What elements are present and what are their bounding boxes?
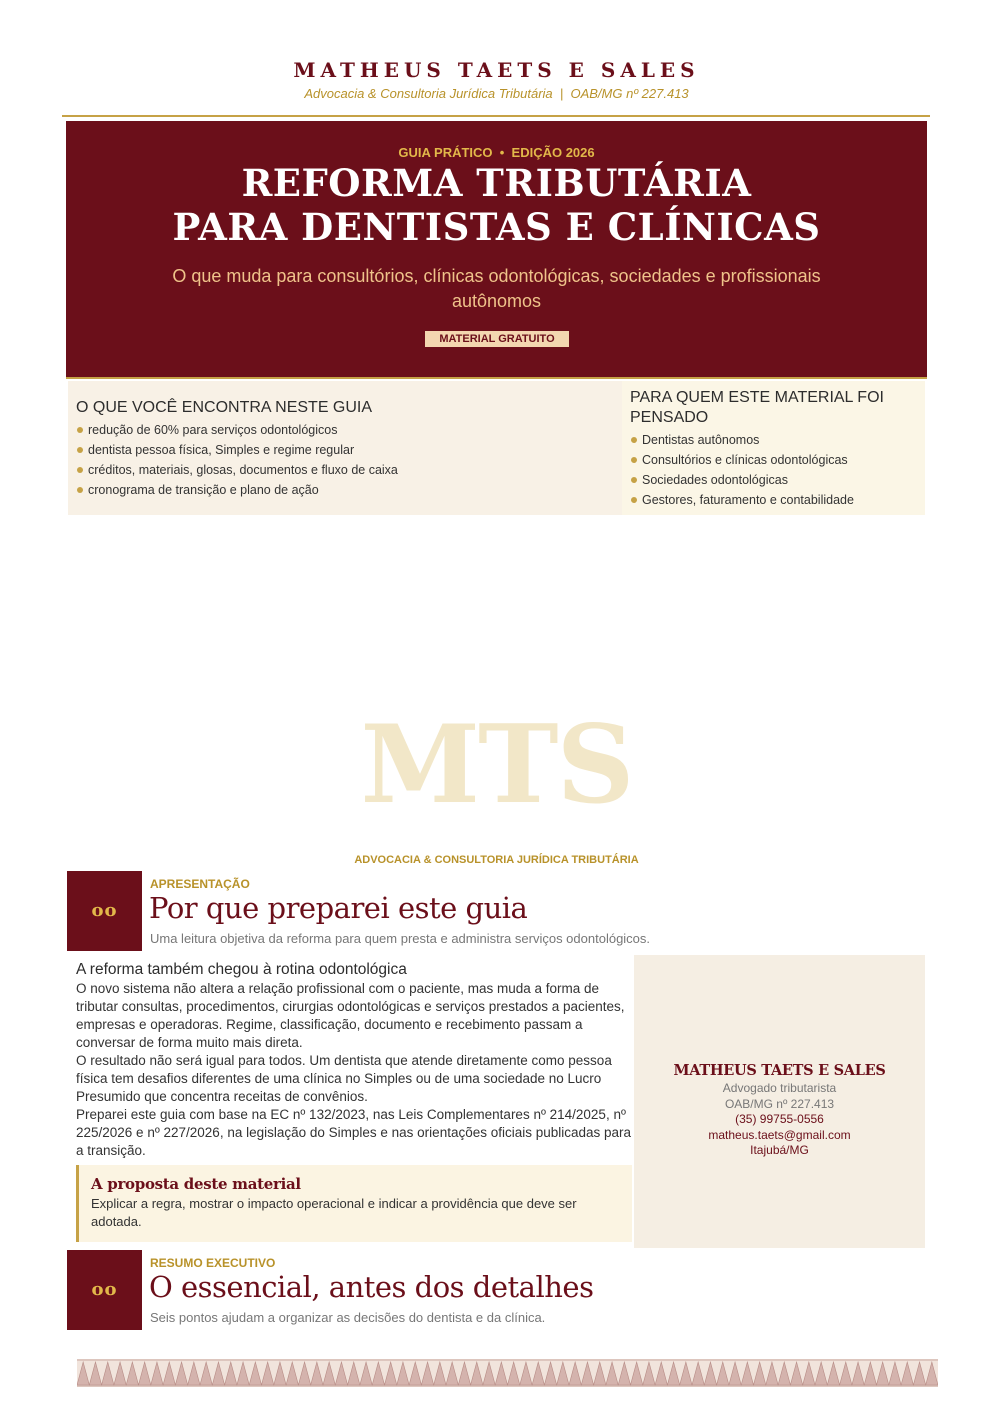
section-body <box>76 960 632 1160</box>
audience-box <box>622 381 925 515</box>
header-firm-name: MATHEUS TAETS E SALES <box>293 58 700 82</box>
banner-kicker: GUIA PRÁTICO • EDIÇÃO 2026 <box>398 145 595 160</box>
list-item: redução de 60% para serviços odontológicos <box>76 420 622 440</box>
watermark-caption: ADVOCACIA & CONSULTORIA JURÍDICA TRIBUTÁRIA <box>354 854 639 866</box>
callout-title: A proposta deste material <box>91 1175 301 1193</box>
header-divider <box>62 115 930 117</box>
contents-list <box>76 420 622 500</box>
body-paragraph: O novo sistema não altera a relação profissional com o paciente, mas muda a forma de tributar consultas, procedimentos, cirurgias odontológicas e serviços prestados a pacientes, empresas e operadoras. Regime, classificação, documento e recebimento passam a conversar de forma muito mais direta. <box>76 981 625 1050</box>
section-title: O essencial, antes dos detalhes <box>149 1270 594 1304</box>
proposal-callout <box>76 1165 632 1242</box>
author-city: Itajubá/MG <box>750 1143 809 1157</box>
author-card <box>634 955 925 1248</box>
section-number-badge: oo <box>67 871 142 951</box>
banner-title-line2: PARA DENTISTAS E CLÍNICAS <box>172 205 821 249</box>
list-item: Gestores, faturamento e contabilidade <box>630 490 925 510</box>
author-email[interactable]: matheus.taets@gmail.com <box>708 1127 851 1142</box>
banner-title <box>66 161 927 249</box>
contents-box-title: O QUE VOCÊ ENCONTRA NESTE GUIA <box>76 399 373 416</box>
section-kicker: APRESENTAÇÃO <box>150 877 250 891</box>
audience-box-title: PARA QUEM ESTE MATERIAL FOI PENSADO <box>630 389 884 426</box>
list-item: Sociedades odontológicas <box>630 470 925 490</box>
banner-description: O que muda para consultórios, clínicas odontológicas, sociedades e profissionais autônomos <box>172 266 821 311</box>
body-paragraph: Preparei este guia com base na EC nº 132/2023, nas Leis Complementares nº 214/2025, nº 225/2026 e nº 227/2026, na legislação do Simples e nas orientações oficiais publicadas para a transição. <box>76 1107 632 1158</box>
section-number-badge: oo <box>67 1250 142 1330</box>
section-title: Por que preparei este guia <box>149 891 528 925</box>
list-item: Consultórios e clínicas odontológicas <box>630 450 925 470</box>
contents-box <box>68 381 622 515</box>
list-item: Dentistas autônomos <box>630 430 925 450</box>
author-oab: OAB/MG nº 227.413 <box>724 1096 835 1111</box>
cover-banner <box>66 121 927 377</box>
section-subtitle: Seis pontos ajudam a organizar as decisões do dentista e da clínica. <box>150 1310 546 1325</box>
body-paragraph: O resultado não será igual para todos. Um dentista que atende diretamente como pessoa física tem desafios diferentes de uma clínica no Simples ou de uma sociedade no Lucro Presumido que concentra receitas de convênios. <box>76 1053 612 1104</box>
mts-watermark: MTS <box>360 702 633 828</box>
banner-bottom-divider <box>66 377 927 379</box>
author-name: MATHEUS TAETS E SALES <box>673 1062 886 1079</box>
decorative-zigzag-border <box>77 1359 938 1387</box>
header-subtitle: Advocacia & Consultoria Jurídica Tributária | OAB/MG nº 227.413 <box>304 86 689 101</box>
section-subtitle: Uma leitura objetiva da reforma para quem presta e administra serviços odontológicos. <box>150 931 651 946</box>
author-phone[interactable]: (35) 99755-0556 <box>735 1112 824 1126</box>
author-role: Advogado tributarista <box>722 1081 837 1095</box>
list-item: cronograma de transição e plano de ação <box>76 480 622 500</box>
free-material-badge: MATERIAL GRATUITO <box>425 331 569 347</box>
section-kicker: RESUMO EXECUTIVO <box>150 1256 276 1270</box>
list-item: créditos, materiais, glosas, documentos e fluxo de caixa <box>76 460 622 480</box>
callout-text: Explicar a regra, mostrar o impacto operacional e indicar a providência que deve ser adotada. <box>91 1196 577 1229</box>
list-item: dentista pessoa física, Simples e regime regular <box>76 440 622 460</box>
audience-list <box>630 430 925 510</box>
body-heading: A reforma também chegou à rotina odontológica <box>76 961 407 978</box>
banner-title-line1: REFORMA TRIBUTÁRIA <box>241 161 752 205</box>
